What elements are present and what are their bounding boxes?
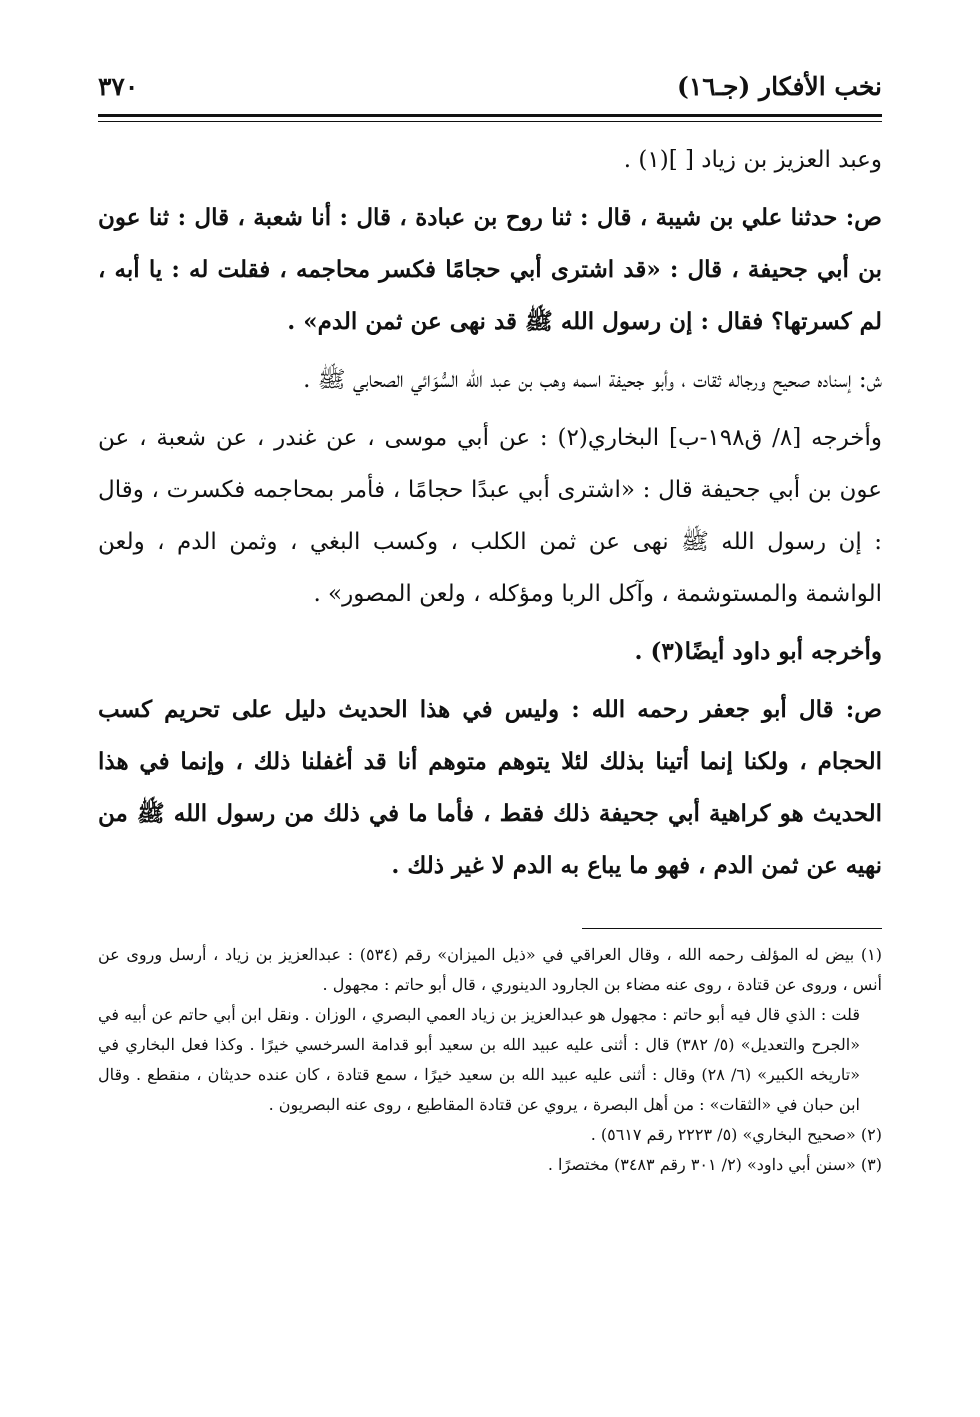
paragraph-1: وعبد العزيز بن زياد [ ](١) . — [623, 147, 882, 173]
paragraph-abu-jafar: ص: قال أبو جعفر رحمه الله : وليس في هذا الحديث دليل على تحريم كسب الحجام ، ولكنا إنما أتينا بذلك لئلا يتوهم متوهم أنا قد أغفلنا ذلك ، وإنما في هذا الحديث هو كراهية أبي جحيفة ذلك فقط ، فأما ما في ذلك من رسول الله ﷺ من نهيه عن ثمن الدم ، فهو ما يباع به الدم لا غير ذلك . — [98, 696, 882, 879]
paragraph-bukhari: وأخرجه [٨/ ق١٩٨-ب] البخاري(٢) : عن أبي موسى ، عن غندر ، عن شعبة ، عن عون بن أبي جحيفة قال : «اشترى أبي عبدًا حجامًا ، فأمر بمحاجمه فكسرت ، وقال : إن رسول الله ﷺ نهى عن ثمن الكلب ، وكسب البغي ، وثمن الدم ، ولعن الواشمة والمستوشمة ، وآكل الربا ومؤكله ، ولعن المصور» . — [98, 425, 883, 607]
running-head — [98, 70, 882, 110]
footnote-separator — [582, 928, 882, 929]
paragraph-sharh: ش: إسناده صحيح ورجاله ثقات ، وأبو جحيفة اسمه وهب بن عبد الله السُّوَائي الصحابي ﷺ . — [303, 367, 882, 393]
footnote-1-continued: قلت : الذي قال فيه أبو حاتم : مجهول هو عبدالعزيز بن زياد العمي البصري ، الوزان . ونقل ابن أبي حاتم عن أبيه في «الجرح والتعديل» (٥/ ٣٨٢) قال : أثنى عليه عبيد الله بن سعيد أبو قدامة السرخسي خيرًا . وكذا فعل البخاري في «تاريخه الكبير» (٦/ ٢٨) وقال : أثنى عليه عبيد الله بن سعيد خيرًا ، سمع قتادة ، كان عنده حديثان ، منقطع . وقال ابن حبان في «الثقات» : من أهل البصرة ، يروي عن قتادة المقاطيع ، روى عنه البصريون . — [98, 1005, 860, 1114]
header-rule-thick — [98, 114, 882, 117]
paragraph-hadith: ص: حدثنا علي بن شيبة ، قال : ثنا روح بن عبادة ، قال : أنا شعبة ، قال : ثنا عون بن أبي جحيفة ، قال : «قد اشترى أبي حجامًا فكسر محاجمه ، فقلت له : يا أبه ، لم كسرتها؟ فقال : إن رسول الله ﷺ قد نهى عن ثمن الدم» . — [98, 204, 882, 335]
footnote-2: (٢) «صحيح البخاري» (٥/ ٢٢٢٣ رقم ٥٦١٧) . — [590, 1125, 882, 1144]
header-rule-thin — [98, 121, 882, 122]
running-title: نخب الأفكار (جـ١٦) — [676, 72, 882, 101]
main-text — [98, 134, 882, 898]
paragraph-abu-dawud: وأخرجه أبو داود أيضًا(٣) . — [634, 638, 882, 665]
footnote-1: (١) بيض له المؤلف رحمه الله ، وقال العراقي في «ذيل الميزان» رقم (٥٣٤) : عبدالعزيز بن زياد ، أرسل وروى عن أنس ، وروى عن قتادة ، روى عنه مضاء بن الجارود الدينوري ، قال أبو حاتم : مجهول . — [98, 945, 882, 994]
footnote-3: (٣) «سنن أبي داود» (٢/ ٣٠١ رقم ٣٤٨٣) مختصرًا . — [547, 1155, 882, 1174]
page-number: ٣٧٠ — [98, 72, 139, 101]
footnotes — [98, 940, 882, 1180]
